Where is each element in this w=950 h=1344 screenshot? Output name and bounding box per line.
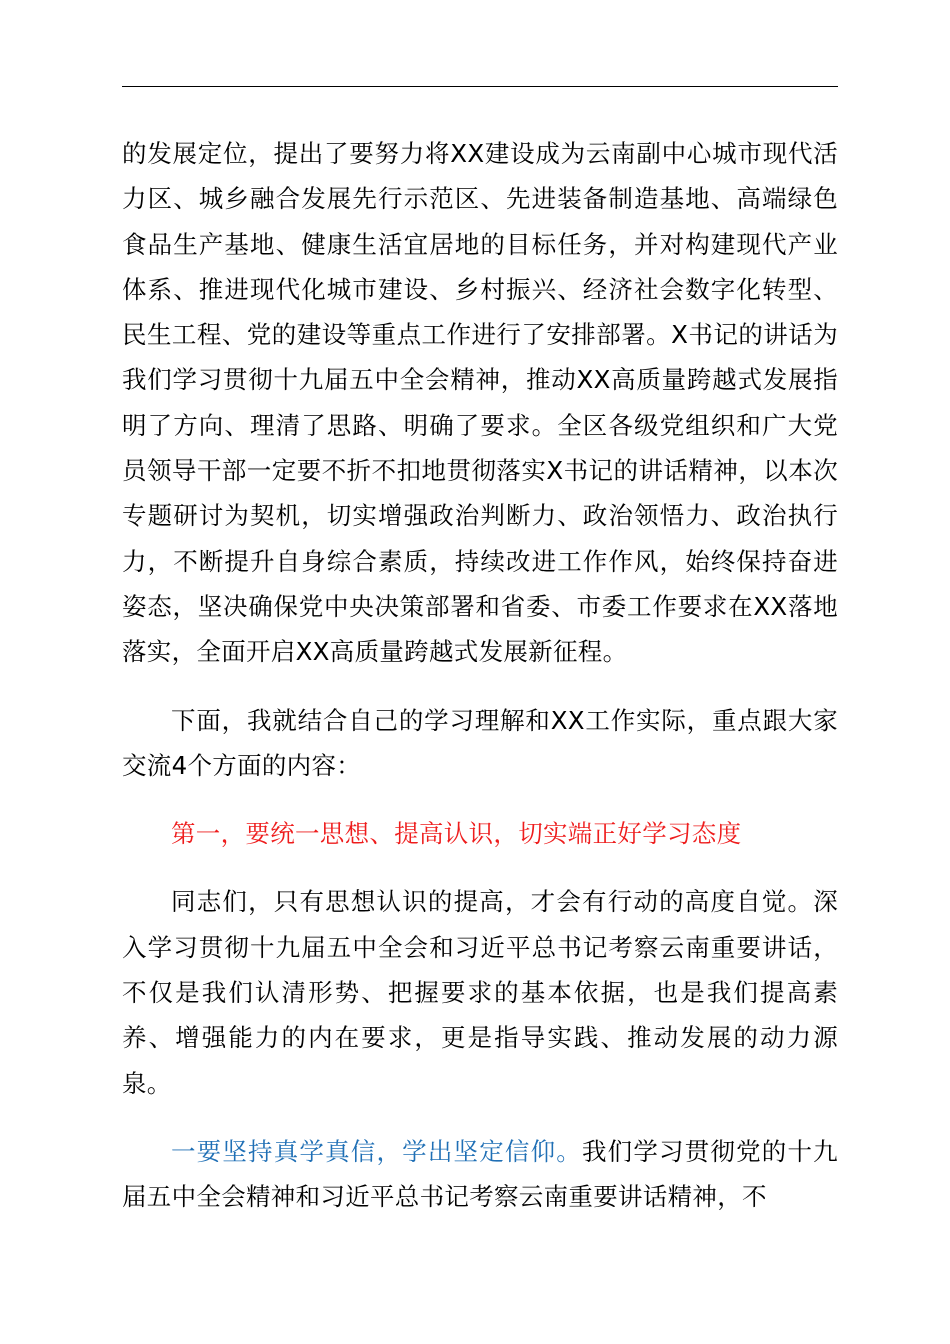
body-paragraph xyxy=(122,1129,838,1220)
body-paragraph: 的发展定位，提出了要努力将XX建设成为云南副中心城市现代活力区、城乡融合发展先行示范区、先进装备制造基地、高端绿色食品生产基地、健康生活宜居地的目标任务，并对构建现代产业体系、推进现代化城市建设、乡村振兴、经济社会数字化转型、民生工程、党的建设等重点工作进行了安排部署。X书记的讲话为我们学习贯彻十九届五中全会精神，推动XX高质量跨越式发展指明了方向、理清了思路、明确了要求。全区各级党组织和广大党员领导干部一定要不折不扣地贯彻落实X书记的讲话精神，以本次专题研讨为契机，切实增强政治判断力、政治领悟力、政治执行力，不断提升自身综合素质，持续改进工作作风，始终保持奋进姿态，坚决确保党中央决策部署和省委、市委工作要求在XX落地落实，全面开启XX高质量跨越式发展新征程。 xyxy=(122,139,838,667)
paragraph-lead-phrase: 一要坚持真学真信，学出坚定信仰。 xyxy=(171,1136,582,1166)
body-paragraph: 下面，我就结合自己的学习理解和XX工作实际，重点跟大家交流4个方面的内容： xyxy=(122,705,838,780)
section-heading: 第一，要统一思想、提高认识，切实端正好学习态度 xyxy=(171,819,742,849)
paragraph-text: 我们学习贯彻党的十九届五中全会精神和习近平总书记考察云南重要讲话精神，不 xyxy=(122,1136,838,1212)
document-body xyxy=(122,131,838,1220)
header-rule xyxy=(122,86,838,87)
body-paragraph: 同志们，只有思想认识的提高，才会有行动的高度自觉。深入学习贯彻十九届五中全会和习近平总书记考察云南重要讲话，不仅是我们认清形势、把握要求的基本依据，也是我们提高素养、增强能力的内在要求，更是指导实践、推动发展的动力源泉。 xyxy=(122,887,838,1098)
